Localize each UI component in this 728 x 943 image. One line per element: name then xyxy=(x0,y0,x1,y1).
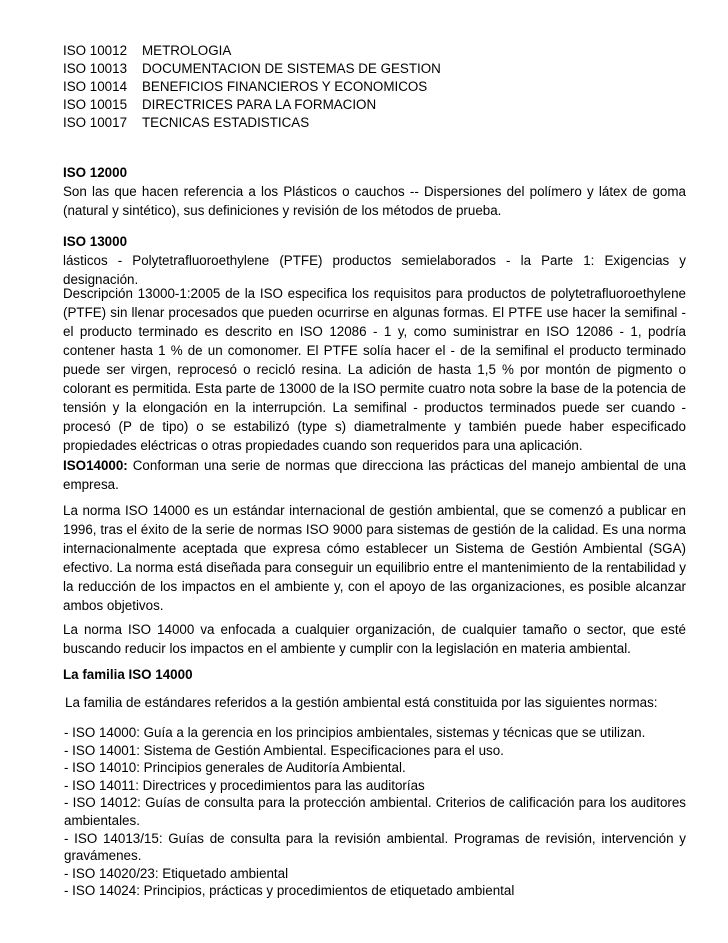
section-iso-12000 xyxy=(63,163,686,220)
list-item: - ISO 14020/23: Etiquetado ambiental xyxy=(64,865,289,881)
family-norms-list xyxy=(63,724,686,900)
section-family-heading xyxy=(63,665,686,684)
list-item: - ISO 14000: Guía a la gerencia en los principios ambientales, sistemas y técnicas que se utilizan. xyxy=(64,725,646,740)
list-item: - ISO 14010: Principios generales de Auditoría Ambiental. xyxy=(64,760,406,776)
iso-title: BENEFICIOS FINANCIEROS Y ECONOMICOS xyxy=(142,79,428,94)
iso-13000-description: Descripción 13000-1:2005 de la ISO especifica los requisitos para productos de polytetrafluoroethylene (PTFE) sin llenar procesados que pueden ocurrirse en algunas formas. El PTFE use hacer la semifinal - el producto terminado es descrito en ISO 12086 - 1 y, como suministrar en ISO 12086 - 1, podría contener hasta 1 % de un comonomer. El PTFE solía hacer el - de la semifinal el producto terminado puede ser virgen, reprocesó o recicló resina. La adición de hasta 1,5 % por montón de pigmento o colorant es permitida. Esta parte de 13000 de la ISO permite cuatro nota sobre la base de la potencia de tensión y la elongación en la interrupción. La semifinal - productos terminados puede ser cuando - procesó (P de tipo) o se estabilizó (type s) diametralmente y también puede haber especificado propiedades eléctricas o otras propiedades cuando son requeridos para una aplicación. xyxy=(63,286,686,453)
iso-list-item xyxy=(63,114,441,132)
iso-code: ISO 10017 xyxy=(63,115,128,130)
list-item: - ISO 14001: Sistema de Gestión Ambiental. Especificaciones para el uso. xyxy=(64,742,504,758)
iso-10000-list xyxy=(63,42,441,132)
iso-list-item xyxy=(63,42,441,60)
iso-code: ISO 10013 xyxy=(63,61,128,76)
iso-title: DOCUMENTACION DE SISTEMAS DE GESTION xyxy=(142,61,441,76)
list-item: - ISO 14011: Directrices y procedimientos para las auditorías xyxy=(64,777,425,793)
iso-code: ISO 10012 xyxy=(63,43,128,58)
section-iso-13000-description xyxy=(63,284,686,455)
iso-title: METROLOGIA xyxy=(142,43,232,58)
list-item: - ISO 14024: Principios, prácticas y procedimientos de etiquetado ambiental xyxy=(64,883,515,899)
iso-list-item xyxy=(63,96,441,114)
list-item: - ISO 14013/15: Guías de consulta para la revisión ambiental. Programas de revisión, intervención y gravámenes. xyxy=(64,830,686,864)
section-family-intro xyxy=(63,693,686,712)
family-intro: La familia de estándares referidos a la gestión ambiental está constituida por las siguientes normas: xyxy=(65,695,658,710)
iso-list-item xyxy=(63,60,441,78)
iso-list-item xyxy=(63,78,441,96)
iso-14000-paragraph-2: La norma ISO 14000 va enfocada a cualquier organización, de cualquier tamaño o sector, que esté buscando reducir los impactos en el ambiente y cumplir con la legislación en materia ambiental. xyxy=(63,622,686,656)
iso-title: DIRECTRICES PARA LA FORMACION xyxy=(142,97,377,112)
family-heading: La familia ISO 14000 xyxy=(63,667,193,682)
section-iso-14000-para1 xyxy=(63,501,686,615)
iso-code: ISO 10015 xyxy=(63,97,128,112)
iso-14000-paragraph-1: La norma ISO 14000 es un estándar internacional de gestión ambiental, que se comenzó a publicar en 1996, tras el éxito de la serie de normas ISO 9000 para sistemas de gestión de la calidad. Es una norma internacionalmente aceptada que expresa cómo establecer un Sistema de Gestión Ambiental (SGA) efectivo. La norma está diseñada para conseguir un equilibrio entre el mantenimiento de la rentabilidad y la reducción de los impactos en el ambiente y, con el apoyo de las organizaciones, es posible alcanzar ambos objetivos. xyxy=(63,503,686,613)
section-iso-13000 xyxy=(63,232,686,289)
iso-13000-heading: ISO 13000 xyxy=(63,234,128,249)
iso-12000-text: Son las que hacen referencia a los Plásticos o cauchos -- Dispersiones del polímero y látex de goma (natural y sintético), sus definiciones y revisión de los métodos de prueba. xyxy=(63,184,686,218)
iso-14000-lead-text: Conforman una serie de normas que direcciona las prácticas del manejo ambiental de una empresa. xyxy=(63,458,686,492)
iso-12000-heading: ISO 12000 xyxy=(63,165,128,180)
iso-code: ISO 10014 xyxy=(63,79,128,94)
iso-title: TECNICAS ESTADISTICAS xyxy=(142,115,310,130)
iso-14000-lead: ISO14000: xyxy=(63,458,128,473)
section-iso-14000-intro xyxy=(63,456,686,494)
iso-13000-text: lásticos - Polytetrafluoroethylene (PTFE) productos semielaborados - la Parte 1: Exigencias y designación. xyxy=(63,253,686,287)
section-iso-14000-para2 xyxy=(63,620,686,658)
list-item: - ISO 14012: Guías de consulta para la protección ambiental. Criterios de calificación para los auditores ambientales. xyxy=(64,795,686,828)
